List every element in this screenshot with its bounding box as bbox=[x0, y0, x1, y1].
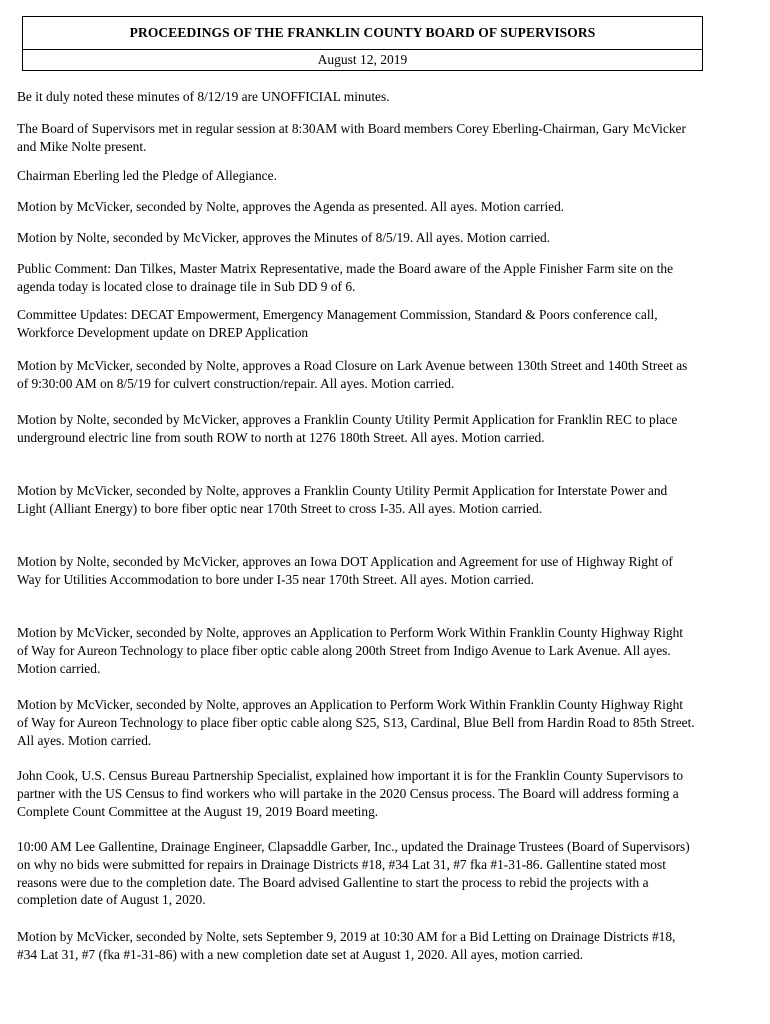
census-paragraph: John Cook, U.S. Census Bureau Partnership Specialist, explained how important it is for the Franklin County Supervisors to partner with the US Census to find workers who will partake in the 2020 Census process. The Board will address forming a Complete Count Committee at the August 19, 2019 Board meeting. bbox=[17, 768, 684, 819]
document-title: PROCEEDINGS OF THE FRANKLIN COUNTY BOARD OF SUPERVISORS bbox=[22, 16, 703, 50]
aureon-s25-motion: Motion by McVicker, seconded by Nolte, approves an Application to Perform Work Within Franklin County Highway Right of Way for Aureon Technology to place fiber optic cable along S25, S13, Cardinal, Blue Bell from Hardin Road to 85th Street. All ayes. Motion carried. bbox=[17, 697, 695, 748]
bid-letting-motion: Motion by McVicker, seconded by Nolte, sets September 9, 2019 at 10:30 AM for a Bid Letting on Drainage Districts #18, #34 Lat 31, #7 (fka #1-31-86) with a new completion date set at August 1, 2020. All ayes, motion carried. bbox=[17, 929, 676, 962]
agenda-motion: Motion by McVicker, seconded by Nolte, approves the Agenda as presented. All ayes. Motion carried. bbox=[17, 199, 565, 214]
minutes-motion: Motion by Nolte, seconded by McVicker, approves the Minutes of 8/5/19. All ayes. Motion carried. bbox=[17, 230, 551, 245]
unofficial-notice: Be it duly noted these minutes of 8/12/19 are UNOFFICIAL minutes. bbox=[17, 89, 390, 104]
drainage-update: 10:00 AM Lee Gallentine, Drainage Engineer, Clapsaddle Garber, Inc., updated the Drainage Trustees (Board of Supervisors) on why no bids were submitted for repairs in Drainage Districts #18, #34 Lat 31, #7 fka #1-31-86. Gallentine stated most reasons were due to the completion date. The Board advised Gallentine to start the process to rebid the projects with a completion date of August 1, 2020. bbox=[17, 839, 690, 908]
utility-permit-alliant: Motion by McVicker, seconded by Nolte, approves a Franklin County Utility Permit Application for Interstate Power and Light (Alliant Energy) to bore fiber optic near 170th Street to cross I-35. All ayes. Motion carried. bbox=[17, 483, 668, 516]
aureon-200th-motion: Motion by McVicker, seconded by Nolte, approves an Application to Perform Work Within Franklin County Highway Right of Way for Aureon Technology to place fiber optic cable along 200th Street from Indigo Avenue to Lark Avenue. All ayes. Motion carried. bbox=[17, 625, 683, 676]
committee-updates: Committee Updates: DECAT Empowerment, Emergency Management Commission, Standard & Poors conference call, Workforce Development update on DREP Application bbox=[17, 307, 658, 340]
road-closure-motion: Motion by McVicker, seconded by Nolte, approves a Road Closure on Lark Avenue between 130th Street and 140th Street as of 9:30:00 AM on 8/5/19 for culvert construction/repair. All ayes. Motion carried. bbox=[17, 358, 688, 391]
iowa-dot-motion: Motion by Nolte, seconded by McVicker, approves an Iowa DOT Application and Agreement for use of Highway Right of Way for Utilities Accommodation to bore under I-35 near 170th Street. All ayes. Motion carried. bbox=[17, 554, 673, 587]
session-attendance: The Board of Supervisors met in regular session at 8:30AM with Board members Corey Eberling-Chairman, Gary McVicker and Mike Nolte present. bbox=[17, 121, 686, 154]
public-comment: Public Comment: Dan Tilkes, Master Matrix Representative, made the Board aware of the Apple Finisher Farm site on the agenda today is located close to drainage tile in Sub DD 9 of 6. bbox=[17, 261, 674, 294]
pledge-paragraph: Chairman Eberling led the Pledge of Allegiance. bbox=[17, 168, 277, 183]
utility-permit-rec: Motion by Nolte, seconded by McVicker, approves a Franklin County Utility Permit Application for Franklin REC to place underground electric line from south ROW to north at 1276 180th Street. All ayes. Motion carried. bbox=[17, 412, 678, 445]
meeting-date: August 12, 2019 bbox=[22, 50, 703, 71]
